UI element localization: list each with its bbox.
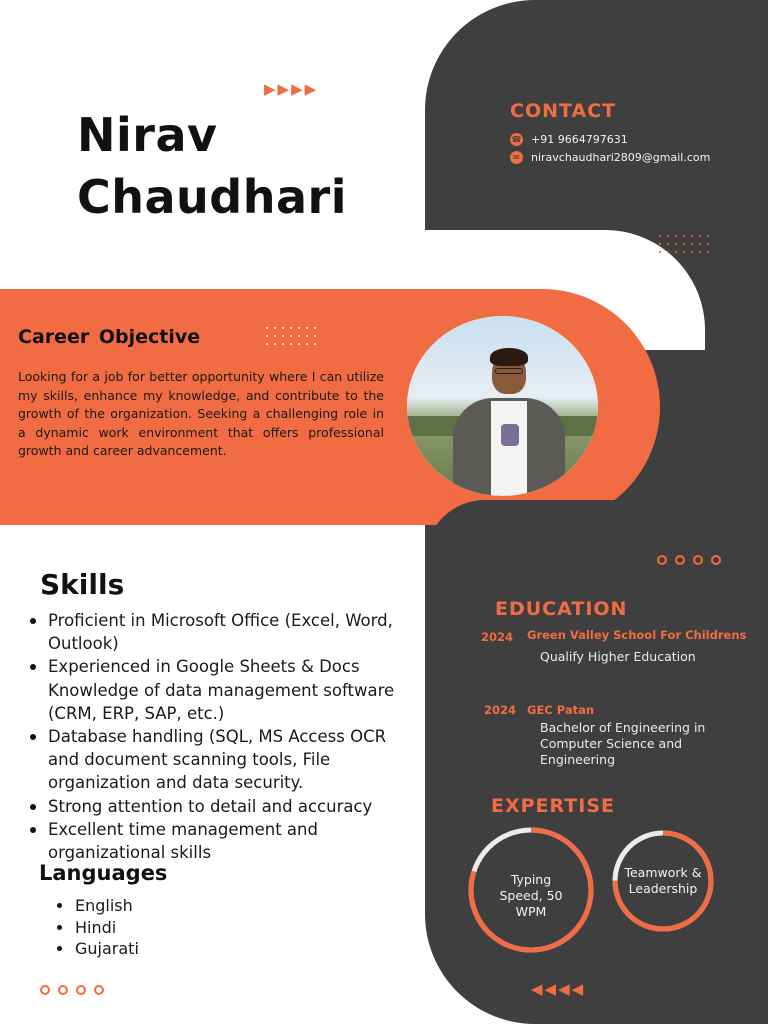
career-objective-text: Looking for a job for better opportunity where I can utilize my skills, enhance my knowledge, and contribute to the growth of the organization. Seeking a challenging role in a dynamic work environment that offers professional growth and career advancement.: [18, 369, 384, 459]
language-item: English: [56, 895, 139, 917]
education-year: 2024: [484, 703, 517, 717]
contact-email-row: [510, 151, 710, 164]
education-year: 2024: [481, 630, 514, 644]
contact-phone-row: [510, 133, 628, 146]
decorative-dot-grid: [659, 235, 715, 259]
education-heading: EDUCATION: [495, 598, 628, 620]
language-item: Gujarati: [56, 938, 139, 960]
skill-item: Database handling (SQL, MS Access OCR and document scanning tools, File organization and data security.: [27, 725, 422, 795]
languages-list: [56, 895, 139, 960]
education-description: Qualify Higher Education: [540, 649, 696, 664]
language-item: Hindi: [56, 917, 139, 939]
last-name: Chaudhari: [77, 170, 347, 224]
languages-heading: Languages: [39, 861, 168, 885]
candidate-name: [77, 104, 347, 228]
photo-glasses: [495, 368, 523, 374]
education-school: Green Valley School For Childrens: [527, 628, 747, 642]
contact-email[interactable]: niravchaudhari2809@gmail.com: [531, 151, 711, 164]
career-objective-heading: Career Objective: [18, 326, 201, 348]
skill-item: Strong attention to detail and accuracy: [27, 795, 422, 818]
decorative-circles-icon: [657, 555, 721, 565]
profile-photo: [407, 316, 598, 496]
contact-phone[interactable]: +91 9664797631: [531, 133, 628, 146]
photo-shirt-print: [501, 424, 519, 446]
phone-icon: ☎: [511, 135, 522, 144]
expertise-label: Teamwork & Leadership: [624, 865, 702, 896]
skills-heading: Skills: [40, 568, 125, 601]
expertise-label: Typing Speed, 50 WPM: [499, 872, 563, 919]
decorative-dot-grid: [266, 327, 322, 351]
skills-list: [27, 609, 422, 864]
photo-hair: [490, 348, 528, 366]
decorative-arrows-icon: ◀◀◀◀: [531, 980, 586, 998]
skill-item: Proficient in Microsoft Office (Excel, Word, Outlook): [27, 609, 422, 655]
photo-scene: [407, 316, 598, 496]
decorative-curve: [425, 500, 625, 570]
decorative-circles-icon: [40, 985, 104, 995]
education-description: Bachelor of Engineering in Computer Science and Engineering: [540, 720, 706, 767]
photo-shirt: [491, 401, 527, 496]
skill-item: Experienced in Google Sheets & Docs Knowledge of data management software (CRM, ERP, SAP, etc.): [27, 655, 422, 725]
skill-item: Excellent time management and organizational skills: [27, 818, 422, 864]
decorative-arrows-icon: ▶▶▶▶: [264, 80, 319, 98]
expertise-heading: EXPERTISE: [491, 795, 616, 817]
contact-heading: CONTACT: [510, 100, 617, 122]
first-name: Nirav: [77, 108, 218, 162]
education-school: GEC Patan: [527, 703, 595, 717]
mail-icon: ✉: [510, 151, 523, 164]
